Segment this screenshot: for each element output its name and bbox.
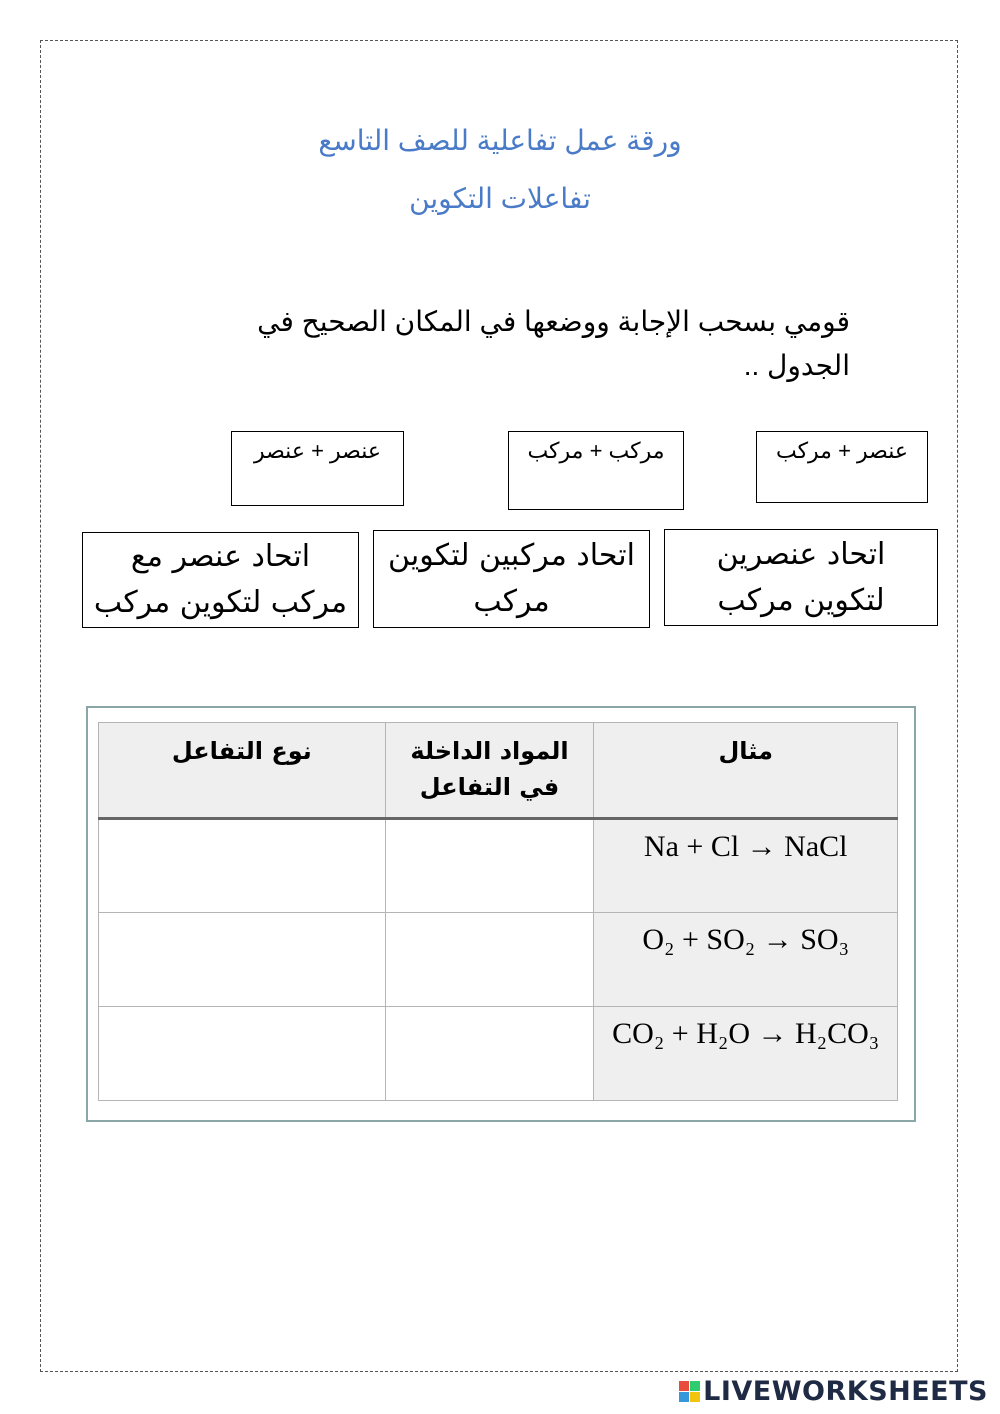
drag-option-two-elements[interactable]: اتحاد عنصرين لتكوين مركب [664, 529, 938, 626]
reactants-drop-zone[interactable] [385, 1007, 594, 1101]
instruction-text: قومي بسحب الإجابة ووضعها في المكان الصحيح في الجدول .. [257, 306, 850, 381]
table-header-row [99, 723, 898, 819]
reactants-drop-zone[interactable] [385, 913, 594, 1007]
brand-square [690, 1392, 700, 1402]
worksheet-subtitle: تفاعلات التكوين [409, 183, 591, 214]
reactants-drop-zone[interactable] [385, 819, 594, 913]
header-example: مثال [594, 723, 898, 819]
brand-square [690, 1381, 700, 1391]
table-row [99, 819, 898, 913]
type-drop-zone[interactable] [99, 913, 386, 1007]
drag-option-element-element[interactable]: عنصر + عنصر [231, 431, 404, 506]
drag-option-element-compound[interactable]: عنصر + مركب [756, 431, 928, 503]
table-row [99, 1007, 898, 1101]
header-reactants: المواد الداخلة في التفاعل [385, 723, 594, 819]
brand-square [679, 1381, 689, 1391]
brand-text: LIVEWORKSHEETS [703, 1375, 988, 1407]
reaction-table [98, 722, 898, 1101]
example-cell: Na + Cl → NaCl [594, 819, 898, 913]
brand-squares-icon [679, 1381, 700, 1402]
brand-square [679, 1392, 689, 1402]
type-drop-zone[interactable] [99, 1007, 386, 1101]
type-drop-zone[interactable] [99, 819, 386, 913]
drag-option-two-compounds[interactable]: اتحاد مركبين لتكوين مركب [373, 530, 650, 628]
drag-option-element-with-compound[interactable]: اتحاد عنصر مع مركب لتكوين مركب [82, 532, 359, 628]
drag-option-compound-compound[interactable]: مركب + مركب [508, 431, 684, 510]
example-cell: O₂ + SO₂ → SO₃ [594, 913, 898, 1007]
header-type: نوع التفاعل [99, 723, 386, 819]
example-cell: CO₂ + H₂O → H₂CO₃ [594, 1007, 898, 1101]
liveworksheets-logo [679, 1374, 988, 1408]
table-row [99, 913, 898, 1007]
worksheet-title: ورقة عمل تفاعلية للصف التاسع [318, 125, 682, 156]
